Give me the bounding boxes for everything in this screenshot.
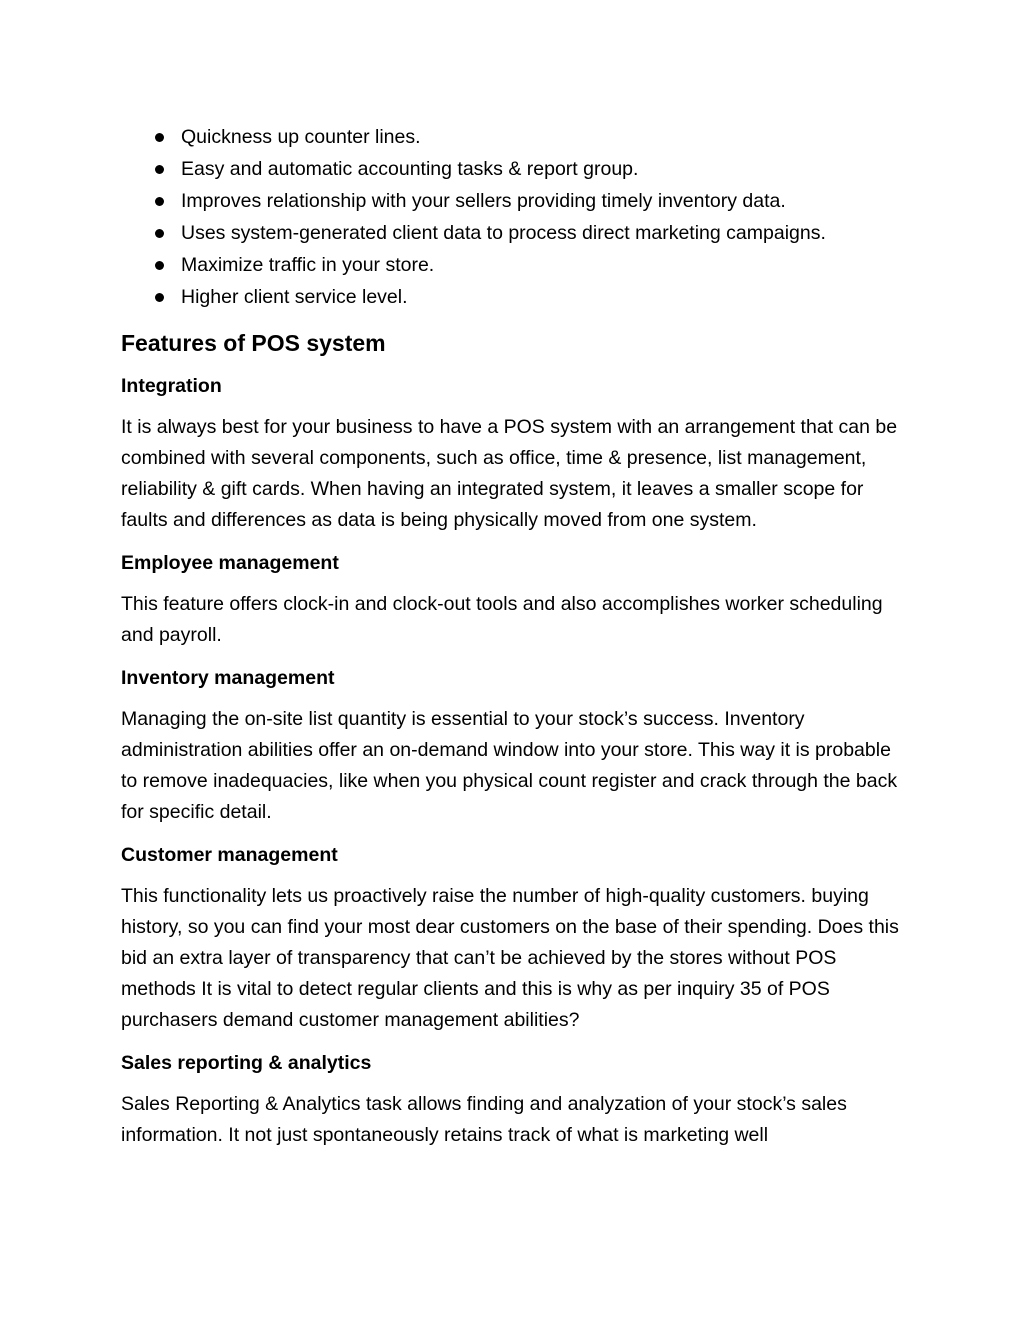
section-body: This functionality lets us proactively raise the number of high-quality customers. buying history, so you can find your most dear customers on the base of their spending. Does this bid an extra layer of transparency that can’t be achieved by the stores without POS methods It is vital to detect regular clients and this is why as per inquiry 35 of POS purchasers demand customer management abilities? (121, 885, 899, 1031)
bullet-text: Uses system-generated client data to process direct marketing campaigns. (181, 222, 826, 244)
section-heading: Integration (121, 375, 222, 397)
bullet-icon (155, 197, 164, 206)
list-item (121, 217, 911, 249)
bullet-text: Higher client service level. (181, 286, 408, 308)
bullet-icon (155, 229, 164, 238)
page-content (121, 121, 911, 1163)
section-body: Sales Reporting & Analytics task allows finding and analyzation of your stock’s sales information. It not just spontaneously retains track of what is marketing well (121, 1093, 847, 1146)
benefits-bullet-list (121, 121, 911, 313)
section-heading: Sales reporting & analytics (121, 1052, 372, 1074)
bullet-text: Easy and automatic accounting tasks & report group. (181, 158, 639, 180)
main-heading: Features of POS system (121, 330, 386, 356)
section-customer-management (121, 840, 911, 1036)
section-employee-management (121, 548, 911, 651)
bullet-icon (155, 293, 164, 302)
bullet-icon (155, 165, 164, 174)
bullet-icon (155, 133, 164, 142)
bullet-text: Quickness up counter lines. (181, 126, 421, 148)
section-body: This feature offers clock-in and clock-out tools and also accomplishes worker scheduling and payroll. (121, 593, 883, 646)
section-inventory-management (121, 663, 911, 828)
list-item (121, 121, 911, 153)
bullet-icon (155, 261, 164, 270)
section-sales-reporting (121, 1048, 911, 1151)
list-item (121, 185, 911, 217)
section-body: It is always best for your business to have a POS system with an arrangement that can be combined with several components, such as office, time & presence, list management, reliability & gift cards. When having an integrated system, it leaves a smaller scope for faults and differences as data is being physically moved from one system. (121, 416, 898, 531)
section-heading: Inventory management (121, 667, 335, 689)
list-item (121, 249, 911, 281)
list-item (121, 281, 911, 313)
section-heading: Employee management (121, 552, 339, 574)
section-integration (121, 371, 911, 536)
bullet-text: Maximize traffic in your store. (181, 254, 435, 276)
bullet-text: Improves relationship with your sellers providing timely inventory data. (181, 190, 786, 212)
section-heading: Customer management (121, 844, 338, 866)
section-body: Managing the on-site list quantity is essential to your stock’s success. Inventory administration abilities offer an on-demand window into your store. This way it is probable to remove inadequacies, like when you physical count register and crack through the back for specific detail. (121, 708, 898, 823)
list-item (121, 153, 911, 185)
